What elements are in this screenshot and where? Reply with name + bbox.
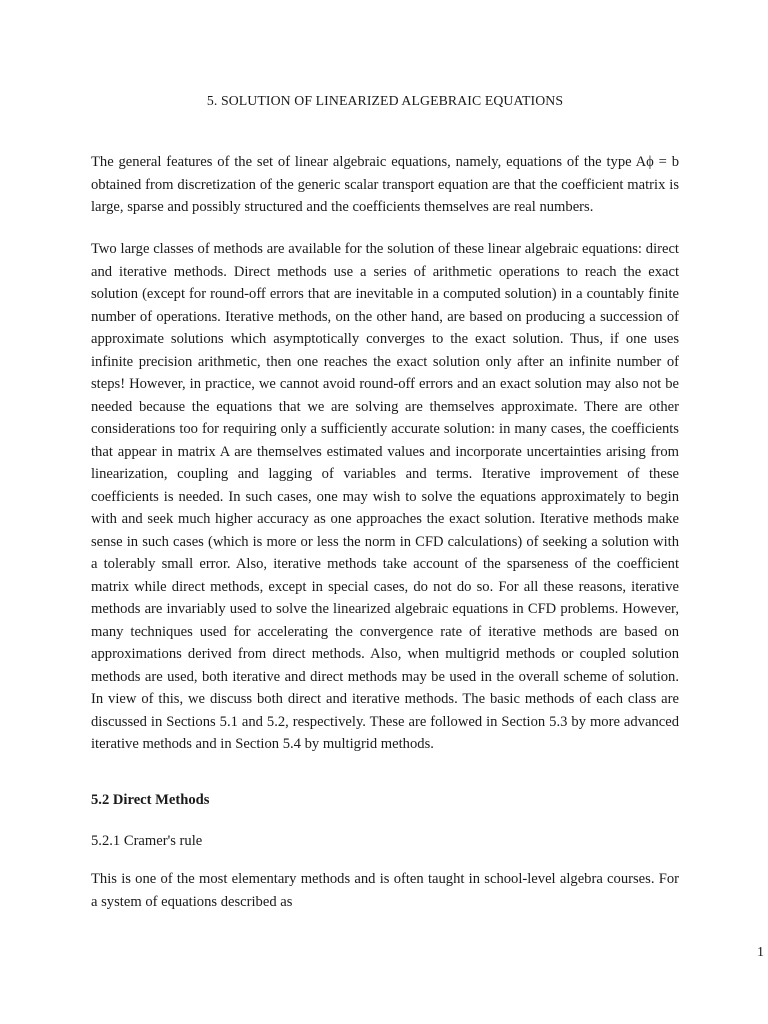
methods-paragraph: Two large classes of methods are available for the solution of these linear algebraic equations: direct and iterative methods. Direct methods use a series of arithmetic operations to reach the exact solution (except for round-off errors that are inevitable in a computed solution) in a countably finite number of operations. Iterative methods, on the other hand, are based on producing a succession of approximate solutions which asymptotically converges to the exact solution. Thus, if one uses infinite precision arithmetic, then one reaches the exact solution only after an infinite number of steps! However, in practice, we cannot avoid round-off errors and an exact solution may also not be needed because the equations that we are solving are themselves approximate. There are other considerations too for requiring only a sufficiently accurate solution: in many cases, the coefficients that appear in matrix A are themselves estimated values and incorporate uncertainties arising from linearization, coupling and lagging of variables and terms. Iterative improvement of these coefficients is needed. In such cases, one may wish to solve the equations approximately to begin with and seek much higher accuracy as one approaches the exact solution. Iterative methods make sense in such cases (which is more or less the norm in CFD calculations) of seeking a solution with a tolerably small error. Also, iterative methods take account of the sparseness of the coefficient matrix while direct methods, except in special cases, do not do so. For all these reasons, iterative methods are invariably used to solve the linearized algebraic equations in CFD problems. However, many techniques used for accelerating the convergence rate of iterative methods are based on approximations derived from direct methods. Also, when multigrid methods or coupled solution methods are used, both iterative and direct methods may be used in the overall scheme of solution. In view of this, we discuss both direct and iterative methods. The basic methods of each class are discussed in Sections 5.1 and 5.2, respectively. These are followed in Section 5.3 by more advanced iterative methods and in Section 5.4 by multigrid methods. [91,241,679,752]
chapter-title: 5. SOLUTION OF LINEARIZED ALGEBRAIC EQUATIONS [206,93,564,108]
subsection-heading: 5.2.1 Cramer's rule [91,833,203,849]
section-heading: 5.2 Direct Methods [91,792,210,808]
page-number: 1 [757,945,764,960]
document-page [91,0,764,1024]
cramer-paragraph: This is one of the most elementary methods and is often taught in school-level algebra courses. For a system of equations described as [91,871,679,910]
intro-paragraph: The general features of the set of linear algebraic equations, namely, equations of the type Aϕ = b obtained from discretization of the generic scalar transport equation are that the coefficient matrix is large, sparse and possibly structured and the coefficients themselves are real numbers. [91,154,679,215]
